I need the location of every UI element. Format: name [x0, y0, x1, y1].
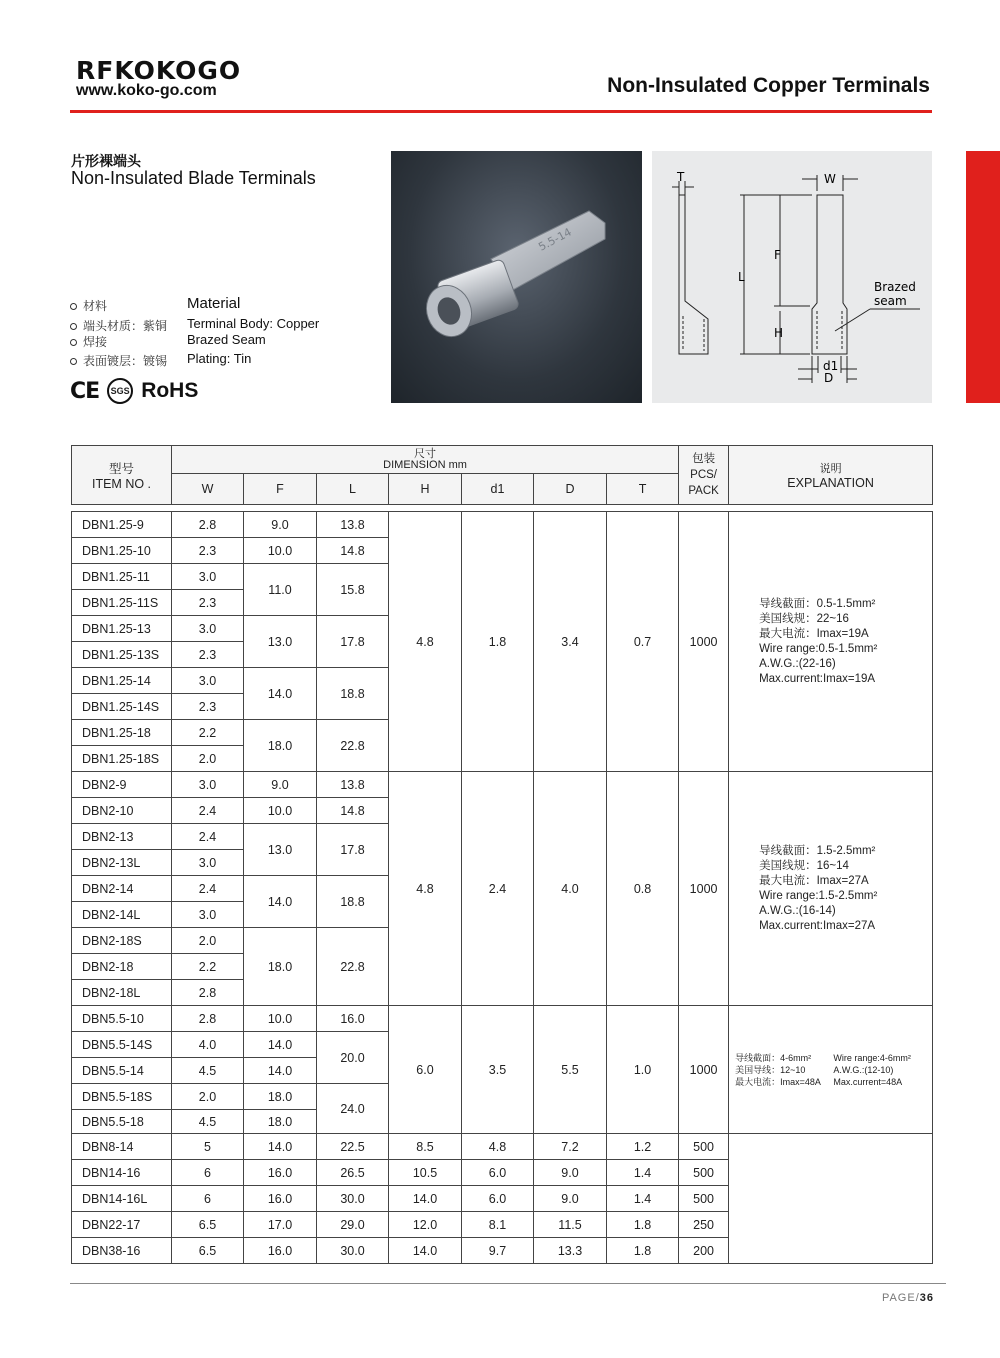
table-row: DBN5.5-10 2.8 10.0 16.0 6.0 3.5 5.5 1.0 1000 导线截面：4-6mm² 美国导线：12~10 最大电流：Imax=48A Wire range:4-6mm² A.W.G.:(12-10) Max.current=48A	[72, 1006, 933, 1032]
table-row: DBN1.25-18S 2.0	[72, 746, 933, 772]
table-row: DBN2-13L 3.0	[72, 850, 933, 876]
sgs-mark-icon: SGS	[107, 378, 133, 404]
col-d1: d1	[462, 474, 534, 505]
table-row: DBN1.25-11 3.0 11.0 15.8	[72, 564, 933, 590]
svg-text:D: D	[824, 371, 834, 385]
col-w: W	[172, 474, 244, 505]
col-item: 型号 ITEM NO .	[72, 446, 172, 505]
table-row: DBN5.5-18 4.5 18.0	[72, 1110, 933, 1134]
spec-item: 端头材质：紫铜	[70, 317, 167, 334]
page-number: PAGE/36	[881, 1292, 934, 1304]
spec-label: Plating: Tin	[187, 351, 252, 366]
side-tab-marker	[966, 151, 1000, 403]
product-photo	[391, 151, 642, 403]
bullet-icon	[70, 358, 77, 365]
table-row: DBN1.25-14S 2.3	[72, 694, 933, 720]
col-t: T	[607, 474, 679, 505]
explanation-cell: 导线截面：4-6mm² 美国导线：12~10 最大电流：Imax=48A Wire range:4-6mm² A.W.G.:(12-10) Max.current=48A	[729, 1006, 933, 1134]
bullet-icon	[70, 339, 77, 346]
col-pack: 包装 PCS/ PACK	[679, 446, 729, 505]
table-row: DBN22-17 6.5 17.0 29.0 12.0 8.1 11.5 1.8 250	[72, 1212, 933, 1238]
svg-text:F: F	[774, 248, 781, 262]
svg-text:seam: seam	[874, 294, 907, 308]
header-divider	[70, 110, 932, 113]
table-row: DBN5.5-14S 4.0 14.0 20.0	[72, 1032, 933, 1058]
explanation-cell: 导线截面：1.5-2.5mm² 美国线规：16~14 最大电流：Imax=27A Wire range:1.5-2.5mm² A.W.G.:(16-14) Max.current:Imax=27A	[729, 772, 933, 1006]
svg-text:W: W	[824, 172, 836, 186]
spec-label: Material	[187, 295, 241, 312]
bullet-icon	[70, 303, 77, 310]
table-row: DBN14-16L 6 16.0 30.0 14.0 6.0 9.0 1.4 500	[72, 1186, 933, 1212]
table-row: DBN8-14 5 14.0 22.5 8.5 4.8 7.2 1.2 500	[72, 1134, 933, 1160]
svg-text:H: H	[774, 326, 784, 340]
product-name-en: Non-Insulated Blade Terminals	[71, 168, 316, 188]
ce-mark-icon: CE	[70, 378, 100, 404]
table-row: DBN1.25-9 2.8 9.0 13.8 4.8 1.8 3.4 0.7 1000 导线截面：0.5-1.5mm² 美国线规：22~16 最大电流：Imax=19A Wire range:0.5-1.5mm² A.W.G.:(22-16) Max.current:Imax=19A	[72, 512, 933, 538]
certification-marks	[70, 376, 198, 406]
svg-text:L: L	[738, 270, 745, 284]
table-row: DBN2-18 2.2	[72, 954, 933, 980]
col-l: L	[317, 474, 389, 505]
table-row: DBN1.25-13S 2.3	[72, 642, 933, 668]
table-row: DBN2-13 2.4 13.0 17.8	[72, 824, 933, 850]
explanation-cell: 导线截面：0.5-1.5mm² 美国线规：22~16 最大电流：Imax=19A Wire range:0.5-1.5mm² A.W.G.:(22-16) Max.current:Imax=19A	[729, 512, 933, 772]
table-row: DBN2-10 2.4 10.0 14.8	[72, 798, 933, 824]
col-f: F	[244, 474, 317, 505]
table-row: DBN2-14L 3.0	[72, 902, 933, 928]
page-title: Non-Insulated Copper Terminals	[607, 74, 930, 97]
table-row: DBN2-9 3.0 9.0 13.8 4.8 2.4 4.0 0.8 1000 导线截面：1.5-2.5mm² 美国线规：16~14 最大电流：Imax=27A Wire range:1.5-2.5mm² A.W.G.:(16-14) Max.current:Imax=27A	[72, 772, 933, 798]
brand-logo: RFKOKOGO	[76, 56, 242, 85]
spec-item: 表面镀层：镀锡	[70, 352, 167, 369]
table-row: DBN14-16 6 16.0 26.5 10.5 6.0 9.0 1.4 500	[72, 1160, 933, 1186]
table-row: DBN1.25-11S 2.3	[72, 590, 933, 616]
footer-divider	[70, 1283, 946, 1284]
dimension-diagram	[652, 151, 932, 403]
table-row: DBN1.25-14 3.0 14.0 18.8	[72, 668, 933, 694]
svg-text:T: T	[677, 170, 685, 184]
table-row: DBN2-18S 2.0 18.0 22.8	[72, 928, 933, 954]
col-h: H	[389, 474, 462, 505]
rohs-mark-icon: RoHS	[141, 379, 199, 402]
table-row: DBN1.25-10 2.3 10.0 14.8	[72, 538, 933, 564]
svg-text:d1: d1	[823, 359, 839, 373]
table-row: DBN1.25-18 2.2 18.0 22.8	[72, 720, 933, 746]
table-row: DBN38-16 6.5 16.0 30.0 14.0 9.7 13.3 1.8 200	[72, 1238, 933, 1264]
svg-text:5.5-14: 5.5-14	[536, 225, 574, 254]
blade-terminal-image	[391, 151, 642, 403]
svg-text:Brazed: Brazed	[874, 280, 916, 294]
dimension-drawing	[652, 151, 932, 403]
spec-item: 材料	[70, 297, 107, 314]
col-explanation: 说明 EXPLANATION	[729, 446, 933, 505]
table-row: DBN2-14 2.4 14.0 18.8	[72, 876, 933, 902]
spec-label: Brazed Seam	[187, 332, 266, 347]
spec-item: 焊接	[70, 333, 107, 350]
spec-label: Terminal Body: Copper	[187, 316, 320, 331]
table-row: DBN5.5-18S 2.0 18.0 24.0	[72, 1084, 933, 1110]
table-row: DBN1.25-13 3.0 13.0 17.8	[72, 616, 933, 642]
spec-table	[71, 445, 933, 1264]
col-d: D	[534, 474, 607, 505]
product-name-cn: 片形裸端头	[71, 153, 141, 169]
table-row: DBN5.5-14 4.5 14.0	[72, 1058, 933, 1084]
bullet-icon	[70, 323, 77, 330]
website-url[interactable]: www.koko-go.com	[76, 82, 217, 99]
table-row: DBN2-18L 2.8	[72, 980, 933, 1006]
col-dimension: 尺寸 DIMENSION mm	[172, 446, 679, 474]
